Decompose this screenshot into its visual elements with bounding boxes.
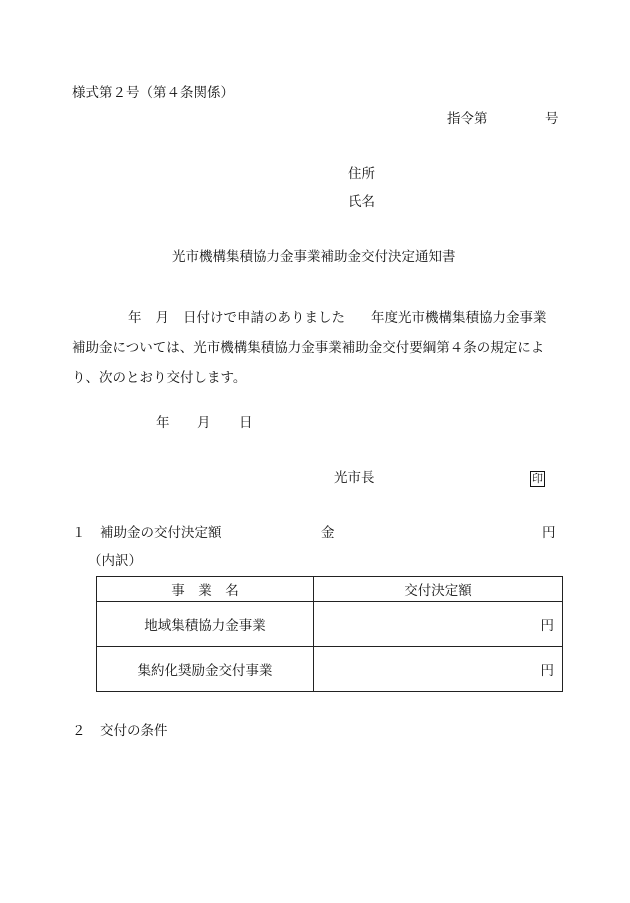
date-year: 年 (156, 415, 170, 431)
breakdown-label: （内訳） (88, 553, 142, 569)
issuer: 光市長 (334, 470, 375, 486)
section2-label: 交付の条件 (100, 723, 168, 739)
section2-number: ２ (72, 723, 86, 739)
document-title: 光市機構集積協力金事業補助金交付決定通知書 (172, 249, 456, 265)
table-header-row (97, 577, 563, 602)
name-label: 氏名 (348, 194, 375, 210)
order-number-prefix: 指令第 (447, 111, 488, 127)
notice-body (72, 303, 562, 393)
section1-kin: 金 (321, 525, 335, 541)
row-amount: 円 (314, 602, 563, 647)
form-label: 様式第２号（第４条関係） (72, 85, 234, 101)
column-header-amount: 交付決定額 (314, 577, 563, 602)
date-day: 日 (239, 415, 253, 431)
row-project-name: 地域集積協力金事業 (97, 602, 314, 647)
section1-number: １ (72, 525, 86, 541)
body-line1-tail: 年度光市機構集積協力金事業 (371, 310, 547, 326)
seal-char: 印 (532, 472, 543, 485)
row-amount: 円 (314, 647, 563, 692)
table-row (97, 647, 563, 692)
body-month: 月 (155, 310, 169, 326)
row-project-name: 集約化奨励金交付事業 (97, 647, 314, 692)
column-header-project-name: 事 業 名 (97, 577, 314, 602)
body-year: 年 (128, 310, 142, 326)
section1-label: 補助金の交付決定額 (100, 525, 222, 541)
body-line3: り、次のとおり交付します。 (72, 370, 247, 386)
body-line1-mid: 日付けで申請のありました (183, 310, 345, 326)
order-number-suffix: 号 (545, 111, 559, 127)
address-label: 住所 (348, 166, 375, 182)
seal-mark (530, 471, 545, 487)
section1-yen: 円 (542, 525, 556, 541)
body-line2: 補助金については、光市機構集積協力金事業補助金交付要綱第４条の規定によ (72, 340, 545, 356)
date-month: 月 (197, 415, 211, 431)
breakdown-table (96, 576, 563, 692)
table-row (97, 602, 563, 647)
